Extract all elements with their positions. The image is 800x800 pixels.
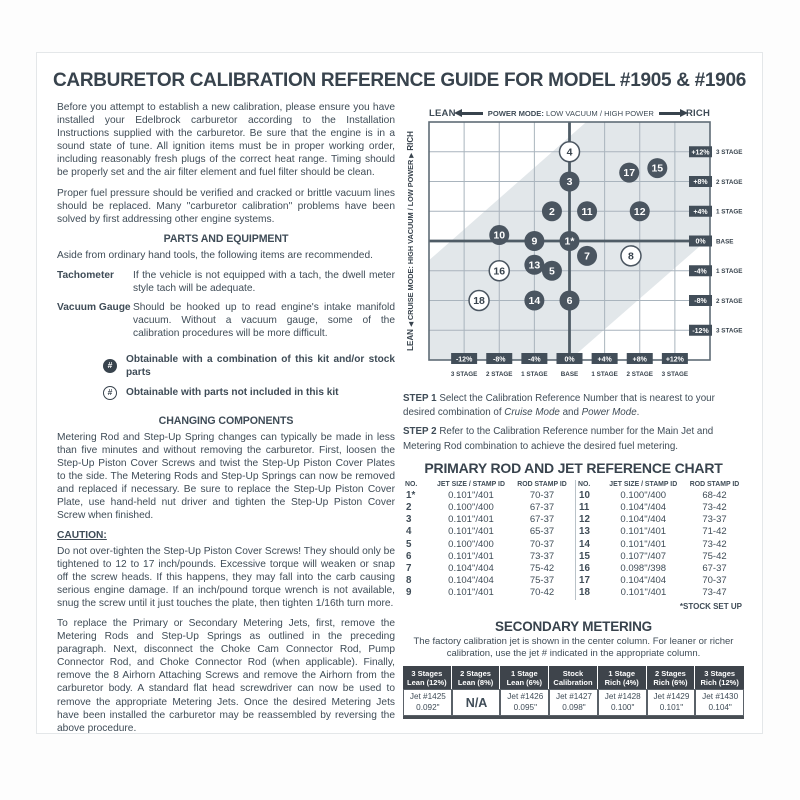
right-pct-badge-label: +12% (691, 149, 710, 157)
jet-size-cell: 0.104"/404 (620, 502, 667, 514)
jet-replacement-paragraph: To replace the Primary or Secondary Metering Jets, first, remove the Metering Rods and Step-Up Springs as outlined in the preceding paragraph. Next, disconnect the Choke Cam Connector Rod, Pump Connector Rod, and Choke Connector Rod (when applicable). Finally, remove the 8 Airhorn Attaching Screws and remove the Airhorn from the carburetor body. A standard flat head screwdriver can now be used to remove the appropriate Metering Jets. Once the desired Metering Jets have been installed the carburetor may be reassembled by reversing the above procedure. (57, 618, 395, 734)
power-axis-rich-label: RICH (685, 108, 711, 119)
right-stage-label: 1 STAGE (716, 268, 743, 276)
primary-table-row (403, 526, 569, 538)
power-mode-title-bold: POWER MODE: (487, 109, 544, 118)
primary-table-header-cell: NO. (578, 480, 591, 488)
primary-table-row (403, 539, 569, 551)
bottom-stage-label: 1 STAGE (521, 371, 548, 378)
primary-table-row (576, 514, 742, 526)
secondary-header-line2: Rich (4%) (604, 677, 639, 687)
calibration-point-label: 13 (528, 259, 541, 272)
jet-size-cell: 0.101"/401 (448, 550, 494, 562)
secondary-jet-number: Jet #1426 (507, 692, 544, 702)
calibration-number-cell: 9 (406, 587, 412, 599)
step-1-label: STEP 1 (403, 393, 437, 404)
legend-item (103, 353, 395, 379)
secondary-jet-size: 0.104" (708, 702, 732, 712)
jet-size-cell: 0.107"/407 (620, 550, 667, 562)
calibration-point-label: 7 (584, 250, 590, 263)
parts-equipment-intro: Aside from ordinary hand tools, the following items are recommended. (57, 249, 373, 261)
bottom-stage-label: 2 STAGE (626, 371, 653, 378)
primary-table-row (403, 490, 569, 502)
primary-table-row (576, 502, 742, 514)
secondary-header-line1: 3 Stages (704, 668, 736, 678)
step-1-text: Select the Calibration Reference Number that is nearest to your desired combination of (403, 393, 715, 419)
intro-paragraph-1: Before you attempt to establish a new calibration, please ensure you have installed your Edelbrock carburetor according to the Installation Instructions supplied with the carburetor. Be sure that the engine is in a sound state of tune. All ignition items must be in proper working order, including reasonably fresh plugs of the correct heat range. Timing should be properly set and the air filter element and fuel filter should be clean. (57, 102, 395, 179)
calibration-number-cell: 14 (579, 538, 590, 550)
jet-size-cell: 0.104"/404 (620, 575, 667, 587)
secondary-jet-number: Jet #1428 (604, 692, 641, 702)
primary-chart-heading: PRIMARY ROD AND JET REFERENCE CHART (424, 459, 723, 476)
secondary-jet-cell (647, 689, 696, 716)
equipment-description: Should be hooked up to read engine's intake manifold vacuum. Without a vacuum gauge, some of the calibration procedures will be more difficult. (133, 302, 395, 340)
primary-table-header-row (403, 480, 569, 490)
right-pct-badge-label: -12% (692, 327, 709, 335)
secondary-header-line1: 2 Stages (654, 668, 686, 678)
secondary-column (452, 666, 501, 716)
bottom-stage-label: 3 STAGE (661, 371, 689, 378)
bottom-pct-badge-label: -12% (455, 356, 473, 364)
bottom-stage-label: BASE (560, 371, 579, 378)
right-pct-badge-label: -4% (694, 268, 707, 276)
primary-table-row (403, 587, 569, 599)
equipment-item (57, 269, 395, 295)
calibration-point-label: 14 (528, 295, 541, 308)
rod-stamp-cell: 75-37 (529, 575, 555, 587)
secondary-column-header (500, 666, 549, 689)
primary-table-row (576, 563, 742, 575)
secondary-column (695, 666, 744, 716)
calibration-number-cell: 10 (579, 489, 590, 501)
jet-size-cell: 0.101"/401 (448, 526, 494, 538)
secondary-header-line1: 3 Stages (411, 668, 443, 678)
jet-size-cell: 0.101"/401 (620, 526, 667, 538)
power-mode-title-rest: LOW VACUUM / HIGH POWER (543, 109, 654, 118)
step-1-cruise-mode: Cruise Mode (504, 407, 560, 419)
page-title: CARBURETOR CALIBRATION REFERENCE GUIDE FOR MODEL #1905 & #1906 (53, 70, 746, 91)
secondary-column (549, 666, 598, 716)
bottom-stage-label: 3 STAGE (450, 371, 478, 378)
secondary-column-header (549, 666, 598, 689)
calibration-point-label: 5 (549, 265, 555, 278)
legend-item (103, 386, 395, 400)
rod-stamp-cell: 70-42 (529, 587, 555, 599)
rod-stamp-cell: 67-37 (529, 502, 555, 514)
secondary-jet-cell (403, 689, 452, 716)
calibration-point-label: 4 (566, 146, 573, 159)
secondary-metering-intro: The factory calibration jet is shown in the center column. For leaner or richer calibration, use the jet # indicated in the appropriate column. (413, 635, 734, 659)
primary-table-header-cell: NO. (405, 480, 418, 488)
power-mode-axis (429, 108, 710, 119)
secondary-column-header (647, 666, 696, 689)
kit-legend (103, 353, 395, 400)
jet-size-cell: 0.101"/401 (448, 587, 494, 599)
right-stage-label: 1 STAGE (716, 208, 743, 216)
primary-table-header-row (576, 480, 742, 490)
calibration-number-cell: 18 (579, 587, 590, 599)
bottom-stage-label: 1 STAGE (591, 371, 618, 378)
primary-table-right (575, 480, 742, 600)
primary-reference-tables (403, 480, 744, 600)
primary-table-row (576, 539, 742, 551)
rod-stamp-cell: 67-37 (702, 563, 727, 575)
legend-text: Obtainable with a combination of this kit and/or stock parts (126, 353, 395, 378)
jet-size-cell: 0.101"/401 (620, 587, 667, 599)
secondary-header-line2: Calibration (553, 677, 593, 687)
primary-table-row (576, 526, 742, 538)
legend-text: Obtainable with parts not included in this kit (126, 387, 339, 399)
calibration-point-label: 11 (581, 205, 593, 218)
secondary-metering-heading: SECONDARY METERING (495, 618, 652, 634)
secondary-jet-cell (500, 689, 549, 716)
caution-paragraph: Do not over-tighten the Step-Up Piston Cover Screws! They should only be tightened to 12 to 17 inch/pounds. Excessive torque will weaken or snap off the screw heads. If this happens, they may fall into the carb causing serious engine damage. If an inch/pound torque wrench is not available, snug the screw until it just touches the plate, then tighten 1/16th turn more. (57, 545, 395, 609)
calibration-point-label: 3 (566, 176, 573, 189)
jet-size-cell: 0.100"/400 (448, 538, 494, 550)
calibration-point-label: 16 (493, 265, 506, 278)
bottom-pct-badge-label: +8% (632, 356, 647, 364)
calibration-point-label: 18 (473, 295, 485, 308)
open-number-icon: # (103, 386, 117, 400)
rod-stamp-cell: 65-37 (529, 526, 555, 538)
step-1 (403, 392, 744, 420)
primary-table-row (403, 514, 569, 526)
secondary-jet-number: Jet #1430 (702, 692, 739, 702)
calibration-point-label: 17 (623, 167, 636, 180)
rod-stamp-cell: 73-42 (702, 502, 727, 514)
secondary-jet-size: 0.092" (416, 702, 440, 712)
rod-stamp-cell: 73-47 (702, 587, 727, 599)
secondary-header-line1: 2 Stages (460, 668, 491, 678)
calibration-point-label: 1* (564, 235, 575, 248)
secondary-header-line1: 1 Stage (510, 668, 538, 678)
bottom-stage-label: 2 STAGE (486, 371, 513, 378)
step-1-end: . (636, 407, 640, 419)
rod-stamp-cell: 73-37 (529, 550, 555, 562)
calibration-point-label: 2 (549, 205, 555, 218)
calibration-chart (403, 119, 744, 385)
secondary-header-line2: Lean (8%) (457, 677, 494, 687)
equipment-list (57, 269, 395, 340)
jet-size-cell: 0.104"/404 (448, 563, 494, 575)
right-pct-badge-label: +8% (693, 179, 708, 187)
right-column (403, 108, 744, 719)
bottom-pct-badge-label: +12% (665, 356, 684, 364)
secondary-jet-size: 0.098" (562, 702, 586, 712)
calibration-number-cell: 5 (406, 538, 412, 550)
rod-stamp-cell: 68-42 (702, 489, 727, 501)
secondary-jet-cell (598, 689, 647, 716)
rod-stamp-cell: 67-37 (529, 514, 555, 526)
secondary-header-line2: Lean (6%) (506, 677, 542, 687)
cruise-mode-axis-label: LEAN ◀ CRUISE MODE: HIGH VACUUM / LOW POWER ▶ RICH (406, 131, 415, 351)
rod-stamp-cell: 75-42 (529, 563, 555, 575)
secondary-column-header (403, 666, 452, 689)
secondary-jet-number: Jet #1425 (409, 692, 446, 702)
right-stage-label: BASE (716, 238, 734, 246)
bottom-pct-badge-label: 0% (564, 356, 575, 364)
rod-stamp-cell: 73-42 (702, 538, 727, 550)
primary-table-row (403, 563, 569, 575)
arrow-left-icon (461, 112, 483, 114)
right-stage-label: 2 STAGE (716, 178, 743, 186)
secondary-jet-size: 0.101" (659, 702, 684, 712)
jet-size-cell: 0.101"/401 (448, 514, 494, 526)
bottom-pct-badge-label: +4% (597, 356, 612, 364)
left-column (57, 101, 395, 742)
calibration-point-label: 9 (531, 235, 538, 248)
rod-stamp-cell: 70-37 (529, 489, 555, 501)
jet-size-cell: 0.100"/400 (448, 502, 494, 514)
primary-table-row (403, 502, 569, 514)
secondary-metering-table (403, 666, 744, 719)
primary-table-row (403, 575, 569, 587)
right-stage-label: 3 STAGE (716, 327, 743, 335)
secondary-column-header (598, 666, 647, 689)
primary-table-header-cell: JET SIZE / STAMP ID (609, 480, 678, 488)
equipment-item (57, 301, 395, 340)
secondary-jet-number: Jet #1427 (556, 692, 592, 702)
primary-table-header-cell: ROD STAMP ID (689, 480, 740, 488)
right-stage-label: 2 STAGE (716, 297, 743, 305)
secondary-column-header (695, 666, 744, 689)
secondary-jet-cell (695, 689, 744, 716)
rod-stamp-cell: 71-42 (702, 526, 727, 538)
steps-block (403, 392, 744, 454)
jet-size-cell: 0.104"/404 (448, 575, 494, 587)
intro-paragraph-2: Proper fuel pressure should be verified and cracked or brittle vacuum lines should be replaced. Many "carburetor calibration" problems have been solved by first addressing other engine systems. (57, 187, 395, 225)
bottom-pct-badge-label: -8% (493, 356, 506, 364)
secondary-jet-number: Jet #1429 (653, 692, 690, 702)
calibration-number-cell: 4 (406, 526, 412, 538)
caution-label: CAUTION: (57, 530, 107, 542)
calibration-point-label: 10 (493, 229, 506, 242)
power-axis-lean-label: LEAN (429, 108, 456, 119)
step-2-label: STEP 2 (403, 426, 437, 438)
primary-table-row (576, 551, 742, 563)
equipment-term: Tachometer (57, 270, 114, 282)
secondary-header-line2: Rich (6%) (653, 677, 688, 687)
primary-table-header-cell: JET SIZE / STAMP ID (437, 480, 505, 488)
secondary-jet-size: 0.100" (611, 702, 635, 712)
calibration-number-cell: 1* (406, 489, 416, 501)
primary-table-row (576, 587, 742, 599)
arrow-right-icon (659, 112, 681, 114)
calibration-point-label: 8 (628, 250, 634, 263)
calibration-number-cell: 2 (406, 502, 412, 514)
jet-size-cell: 0.100"/400 (620, 489, 667, 501)
primary-table-row (403, 551, 569, 563)
equipment-description: If the vehicle is not equipped with a tach, the dwell meter style tach will be adequate. (133, 270, 395, 295)
calibration-point-label: 6 (566, 295, 573, 308)
calibration-number-cell: 12 (579, 514, 590, 526)
secondary-column (500, 666, 549, 716)
secondary-column (647, 666, 696, 716)
right-stage-label: 3 STAGE (716, 149, 743, 157)
right-pct-badge-label: +4% (693, 208, 708, 216)
rod-stamp-cell: 75-42 (702, 550, 727, 562)
calibration-number-cell: 11 (579, 502, 590, 514)
bottom-pct-badge-label: -4% (528, 356, 541, 364)
secondary-column-header (452, 666, 501, 689)
stock-setup-footnote: *STOCK SET UP (679, 601, 742, 611)
secondary-column (598, 666, 647, 716)
primary-table-row (576, 575, 742, 587)
secondary-jet-number: N/A (465, 695, 488, 710)
changing-components-heading: CHANGING COMPONENTS (158, 414, 294, 427)
right-pct-badge-label: 0% (695, 238, 706, 246)
calibration-number-cell: 15 (579, 550, 590, 562)
calibration-number-cell: 16 (579, 563, 590, 575)
calibration-number-cell: 7 (406, 563, 412, 575)
step-2-text: Refer to the Calibration Reference number for the Main Jet and Metering Rod combination to achieve the desired fuel metering. (403, 426, 714, 452)
jet-size-cell: 0.101"/401 (620, 538, 667, 550)
secondary-jet-cell (452, 689, 501, 716)
secondary-header-line1: 1 Stage (608, 668, 636, 678)
secondary-jet-size: 0.095" (513, 702, 537, 712)
calibration-number-cell: 17 (579, 575, 590, 587)
step-1-power-mode: Power Mode (581, 407, 637, 419)
step-2 (403, 425, 744, 453)
primary-table-header-cell: ROD STAMP ID (517, 480, 567, 488)
rod-stamp-cell: 70-37 (529, 538, 555, 550)
calibration-number-cell: 8 (406, 575, 412, 587)
primary-table-left (403, 480, 569, 600)
equipment-term: Vacuum Gauge (57, 302, 131, 314)
jet-size-cell: 0.101"/401 (448, 489, 494, 501)
secondary-jet-cell (549, 689, 598, 716)
calibration-point-label: 12 (633, 205, 646, 218)
secondary-header-line2: Lean (12%) (407, 677, 447, 687)
secondary-header-line1: Stock (562, 668, 584, 678)
calibration-number-cell: 3 (406, 514, 412, 526)
filled-number-icon: # (103, 359, 117, 373)
calibration-point-label: 15 (651, 162, 664, 175)
primary-table-row (576, 490, 742, 502)
step-1-mid: and (559, 407, 582, 419)
rod-stamp-cell: 73-37 (702, 514, 727, 526)
calibration-number-cell: 13 (579, 526, 590, 538)
rod-stamp-cell: 70-37 (702, 575, 727, 587)
secondary-header-line2: Rich (12%) (700, 677, 739, 687)
changing-components-paragraph: Metering Rod and Step-Up Spring changes can typically be made in less than five minutes and without removing the carburetor. First, loosen the Step-Up Piston Cover Screws and twist the Step-Up Piston Cover Plates to the side. The Metering Rods and Step-Up Springs can now be removed and replaced if necessary. Be sure to replace the Step-Up Piston Cover Plate, use hand-held nut driver and tighten the Step-Up Piston Cover Screw when finished. (57, 431, 395, 522)
jet-size-cell: 0.098"/398 (620, 563, 667, 575)
right-pct-badge-label: -8% (694, 298, 707, 306)
parts-equipment-heading: PARTS AND EQUIPMENT (163, 232, 289, 245)
secondary-column (403, 666, 452, 716)
jet-size-cell: 0.104"/404 (620, 514, 667, 526)
calibration-number-cell: 6 (406, 550, 412, 562)
power-mode-title (488, 109, 654, 118)
